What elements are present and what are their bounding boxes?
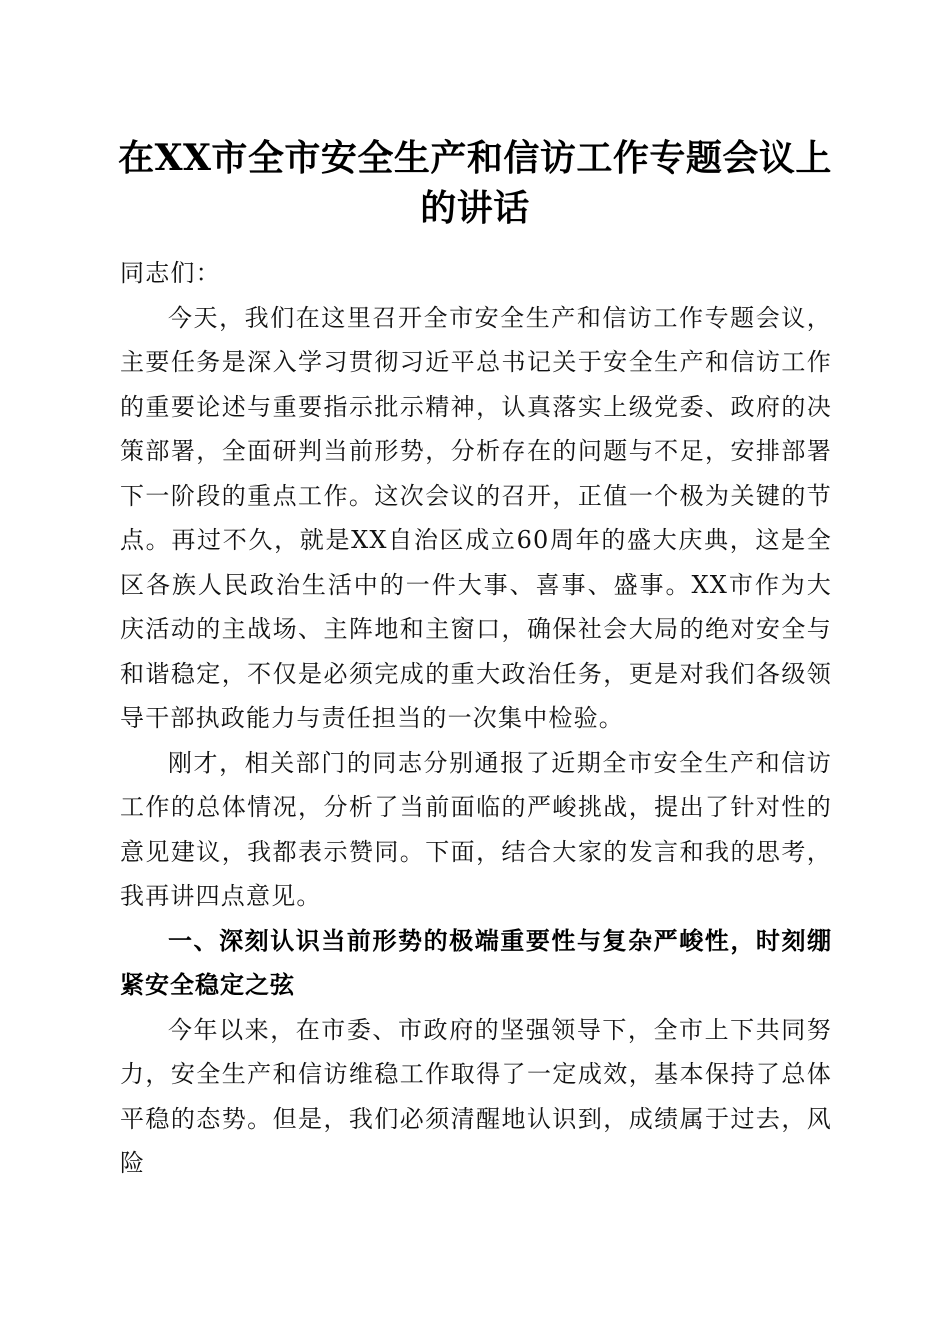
section-heading-1: 一、深刻认识当前形势的极端重要性与复杂严峻性，时刻绷紧安全稳定之弦 <box>120 926 832 999</box>
document-title <box>100 133 850 233</box>
paragraph-opening: 今天，我们在这里召开全市安全生产和信访工作专题会议，主要任务是深入学习贯彻习近平总书记关于安全生产和信访工作的重要论述与重要指示批示精神，认真落实上级党委、政府的决策部署，全面研判当前形势，分析存在的问题与不足，安排部署下一阶段的重点工作。这次会议的召开，正值一个极为关键的节点。再过不久，就是XX自治区成立60周年的盛大庆典，这是全区各族人民政治生活中的一件大事、喜事、盛事。XX市作为大庆活动的主战场、主阵地和主窗口，确保社会大局的绝对安全与和谐稳定，不仅是必须完成的重大政治任务，更是对我们各级领导干部执政能力与责任担当的一次集中检验。 <box>120 303 832 732</box>
paragraph-summary: 刚才，相关部门的同志分别通报了近期全市安全生产和信访工作的总体情况，分析了当前面临的严峻挑战，提出了针对性的意见建议，我都表示赞同。下面，结合大家的发言和我的思考，我再讲四点意见。 <box>120 748 832 910</box>
section-1-paragraph: 今年以来，在市委、市政府的坚强领导下，全市上下共同努力，安全生产和信访维稳工作取得了一定成效，基本保持了总体平稳的态势。但是，我们必须清醒地认识到，成绩属于过去，风险 <box>120 1015 832 1177</box>
salutation: 同志们： <box>120 259 221 287</box>
title-line-1: 在XX市全市安全生产和信访工作专题会议上 <box>118 137 832 179</box>
document-body <box>120 251 832 1186</box>
title-line-2: 的讲话 <box>420 187 530 229</box>
